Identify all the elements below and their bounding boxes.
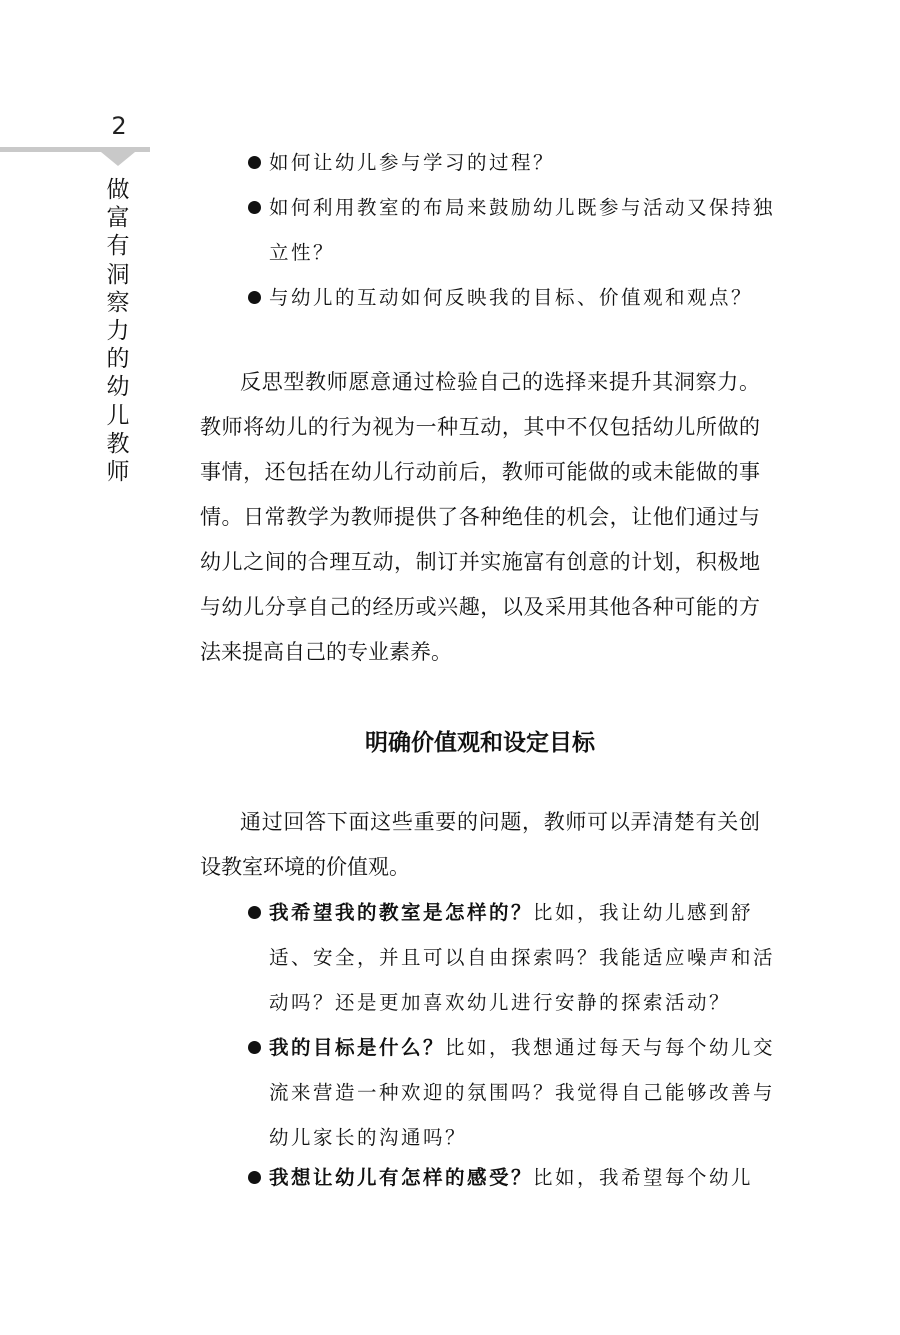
section-heading: 明确价值观和设定目标 — [365, 730, 595, 756]
intro-paragraph: 通过回答下面这些重要的问题，教师可以弄清楚有关创设教室环境的价值观。 — [200, 810, 760, 879]
question-text: 比如，我想通过每天与每个幼儿交流来营造一种欢迎的氛围吗？我觉得自己能够改善与幼儿家长的沟通吗？ — [269, 1036, 776, 1149]
running-title: 做富有洞察力的幼儿教师 — [106, 177, 130, 486]
question-item — [247, 890, 789, 1025]
question-lead: 我希望我的教室是怎样的？ — [269, 901, 534, 924]
question-item — [247, 1025, 789, 1160]
header-pointer — [101, 152, 135, 166]
question-text: 比如，我让幼儿感到舒适、安全，并且可以自由探索吗？我能适应噪声和活动吗？还是更加喜欢幼儿进行安静的探索活动？ — [269, 901, 776, 1014]
bullet-item: 如何利用教室的布局来鼓励幼儿既参与活动又保持独立性？ — [247, 185, 789, 275]
bullet-item: 与幼儿的互动如何反映我的目标、价值观和观点？ — [247, 275, 789, 320]
bullet-item: 如何让幼儿参与学习的过程？ — [247, 140, 789, 185]
page-number: 2 — [111, 112, 127, 140]
question-lead: 我想让幼儿有怎样的感受？ — [269, 1166, 534, 1189]
question-lead: 我的目标是什么？ — [269, 1036, 446, 1059]
question-item — [247, 1155, 789, 1200]
question-text: 比如，我希望每个幼儿 — [533, 1166, 754, 1189]
body-paragraph: 反思型教师愿意通过检验自己的选择来提升其洞察力。教师将幼儿的行为视为一种互动，其中不仅包括幼儿所做的事情，还包括在幼儿行动前后，教师可能做的或未能做的事情。日常教学为教师提供了各种绝佳的机会，让他们通过与幼儿之间的合理互动，制订并实施富有创意的计划，积极地与幼儿分享自己的经历或兴趣，以及采用其他各种可能的方法来提高自己的专业素养。 — [200, 370, 760, 664]
